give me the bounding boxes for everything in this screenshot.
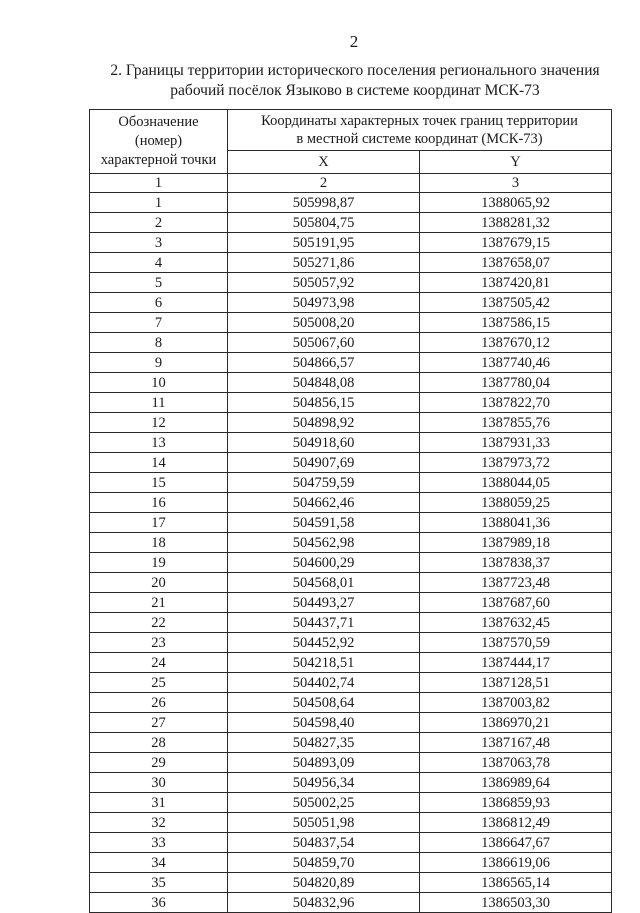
- point-label-header-line-2: (номер): [134, 133, 183, 149]
- point-number-cell: 32: [90, 813, 228, 833]
- x-coordinate-cell: 505008,20: [228, 313, 420, 333]
- x-coordinate-cell: 504437,71: [228, 613, 420, 633]
- x-coordinate-cell: 504759,59: [228, 473, 420, 493]
- x-coordinate-cell: 505804,75: [228, 213, 420, 233]
- table-row: [90, 633, 612, 653]
- column-number-1: 1: [90, 174, 228, 193]
- y-coordinate-cell: 1388041,36: [420, 513, 612, 533]
- y-coordinate-cell: 1387931,33: [420, 433, 612, 453]
- y-coordinate-cell: 1386812,49: [420, 813, 612, 833]
- point-label-header-line-3: характерной точки: [100, 152, 217, 168]
- point-number-cell: 26: [90, 693, 228, 713]
- table-row: [90, 253, 612, 273]
- x-coordinate-cell: 504893,09: [228, 753, 420, 773]
- y-column-header: Y: [420, 151, 612, 174]
- point-label-header-line-1: Обозначение: [118, 114, 199, 130]
- y-coordinate-cell: 1388281,32: [420, 213, 612, 233]
- y-coordinate-cell: 1386859,93: [420, 793, 612, 813]
- point-number-cell: 30: [90, 773, 228, 793]
- table-row: [90, 453, 612, 473]
- coordinates-header: [228, 110, 612, 151]
- point-number-cell: 19: [90, 553, 228, 573]
- table-row: [90, 793, 612, 813]
- point-number-cell: 16: [90, 493, 228, 513]
- point-number-cell: 6: [90, 293, 228, 313]
- point-number-cell: 34: [90, 853, 228, 873]
- point-number-cell: 33: [90, 833, 228, 853]
- table-row: [90, 433, 612, 453]
- point-number-cell: 28: [90, 733, 228, 753]
- table-row: [90, 293, 612, 313]
- point-number-cell: 17: [90, 513, 228, 533]
- column-number-3: 3: [420, 174, 612, 193]
- table-row: [90, 493, 612, 513]
- y-coordinate-cell: 1387586,15: [420, 313, 612, 333]
- title-line-1: 2. Границы территории исторического поселения регионального значения: [110, 62, 600, 79]
- y-coordinate-cell: 1387780,04: [420, 373, 612, 393]
- table-row: [90, 553, 612, 573]
- y-coordinate-cell: 1387723,48: [420, 573, 612, 593]
- page-number: 2: [349, 32, 359, 51]
- point-number-cell: 22: [90, 613, 228, 633]
- point-number-cell: 14: [90, 453, 228, 473]
- point-number-cell: 21: [90, 593, 228, 613]
- x-coordinate-cell: 504956,34: [228, 773, 420, 793]
- point-number-cell: 15: [90, 473, 228, 493]
- table-row: [90, 773, 612, 793]
- table-row: [90, 833, 612, 853]
- x-coordinate-cell: 504856,15: [228, 393, 420, 413]
- point-number-cell: 2: [90, 213, 228, 233]
- y-coordinate-cell: 1387444,17: [420, 653, 612, 673]
- y-coordinate-cell: 1386989,64: [420, 773, 612, 793]
- x-coordinate-cell: 504591,58: [228, 513, 420, 533]
- point-number-cell: 27: [90, 713, 228, 733]
- x-coordinate-cell: 505191,95: [228, 233, 420, 253]
- point-number-cell: 11: [90, 393, 228, 413]
- point-number-cell: 36: [90, 893, 228, 913]
- point-number-cell: 29: [90, 753, 228, 773]
- table-row: [90, 473, 612, 493]
- y-coordinate-cell: 1388059,25: [420, 493, 612, 513]
- y-coordinate-cell: 1387632,45: [420, 613, 612, 633]
- coordinates-table: [89, 109, 612, 913]
- y-coordinate-cell: 1386619,06: [420, 853, 612, 873]
- y-coordinate-cell: 1387855,76: [420, 413, 612, 433]
- table-row: [90, 613, 612, 633]
- table-row: [90, 733, 612, 753]
- y-coordinate-cell: 1387658,07: [420, 253, 612, 273]
- x-coordinate-cell: 505998,87: [228, 193, 420, 213]
- point-number-cell: 23: [90, 633, 228, 653]
- table-row: [90, 713, 612, 733]
- y-coordinate-cell: 1387128,51: [420, 673, 612, 693]
- y-coordinate-cell: 1387167,48: [420, 733, 612, 753]
- x-coordinate-cell: 504452,92: [228, 633, 420, 653]
- y-coordinate-cell: 1387687,60: [420, 593, 612, 613]
- table-row: [90, 313, 612, 333]
- table-row: [90, 753, 612, 773]
- point-number-cell: 3: [90, 233, 228, 253]
- point-number-cell: 31: [90, 793, 228, 813]
- table-row: [90, 233, 612, 253]
- x-coordinate-cell: 504837,54: [228, 833, 420, 853]
- y-coordinate-cell: 1387063,78: [420, 753, 612, 773]
- table-row: [90, 353, 612, 373]
- title-line-2: рабочий посёлок Языково в системе координат МСК-73: [170, 82, 540, 99]
- table-row: [90, 373, 612, 393]
- point-number-cell: 4: [90, 253, 228, 273]
- table-row: [90, 533, 612, 553]
- table-row: [90, 513, 612, 533]
- y-coordinate-cell: 1387822,70: [420, 393, 612, 413]
- x-coordinate-cell: 505067,60: [228, 333, 420, 353]
- table-row: [90, 853, 612, 873]
- y-coordinate-cell: 1387740,46: [420, 353, 612, 373]
- point-number-cell: 8: [90, 333, 228, 353]
- x-coordinate-cell: 504832,96: [228, 893, 420, 913]
- table-row: [90, 393, 612, 413]
- table-row: [90, 273, 612, 293]
- x-coordinate-cell: 504218,51: [228, 653, 420, 673]
- table-body: [90, 193, 612, 913]
- x-coordinate-cell: 504662,46: [228, 493, 420, 513]
- x-coordinate-cell: 504859,70: [228, 853, 420, 873]
- table-row: [90, 573, 612, 593]
- point-number-cell: 9: [90, 353, 228, 373]
- x-coordinate-cell: 504402,74: [228, 673, 420, 693]
- y-coordinate-cell: 1387570,59: [420, 633, 612, 653]
- x-coordinate-cell: 504562,98: [228, 533, 420, 553]
- point-number-cell: 13: [90, 433, 228, 453]
- y-coordinate-cell: 1387420,81: [420, 273, 612, 293]
- table-row: [90, 213, 612, 233]
- y-coordinate-cell: 1387838,37: [420, 553, 612, 573]
- x-coordinate-cell: 504493,27: [228, 593, 420, 613]
- document-title: [100, 61, 610, 101]
- column-number-2: 2: [228, 174, 420, 193]
- x-coordinate-cell: 504508,64: [228, 693, 420, 713]
- point-number-cell: 12: [90, 413, 228, 433]
- table-row: [90, 813, 612, 833]
- x-coordinate-cell: 505057,92: [228, 273, 420, 293]
- x-coordinate-cell: 504866,57: [228, 353, 420, 373]
- x-column-header: X: [228, 151, 420, 174]
- y-coordinate-cell: 1386503,30: [420, 893, 612, 913]
- x-coordinate-cell: 504568,01: [228, 573, 420, 593]
- table-row: [90, 893, 612, 913]
- x-coordinate-cell: 504600,29: [228, 553, 420, 573]
- y-coordinate-cell: 1386647,67: [420, 833, 612, 853]
- y-coordinate-cell: 1386565,14: [420, 873, 612, 893]
- point-label-header: [90, 110, 228, 174]
- x-coordinate-cell: 505051,98: [228, 813, 420, 833]
- table-row: [90, 333, 612, 353]
- point-number-cell: 1: [90, 193, 228, 213]
- point-number-cell: 24: [90, 653, 228, 673]
- table-row: [90, 593, 612, 613]
- y-coordinate-cell: 1388044,05: [420, 473, 612, 493]
- y-coordinate-cell: 1387670,12: [420, 333, 612, 353]
- x-coordinate-cell: 504820,89: [228, 873, 420, 893]
- table-row: [90, 413, 612, 433]
- coordinates-header-line-1: Координаты характерных точек границ территории: [261, 113, 578, 129]
- x-coordinate-cell: 504827,35: [228, 733, 420, 753]
- y-coordinate-cell: 1387973,72: [420, 453, 612, 473]
- table-row: [90, 873, 612, 893]
- y-coordinate-cell: 1386970,21: [420, 713, 612, 733]
- coordinates-header-line-2: в местной системе координат (МСК-73): [296, 131, 543, 147]
- y-coordinate-cell: 1387505,42: [420, 293, 612, 313]
- x-coordinate-cell: 505271,86: [228, 253, 420, 273]
- table-row: [90, 693, 612, 713]
- point-number-cell: 10: [90, 373, 228, 393]
- x-coordinate-cell: 505002,25: [228, 793, 420, 813]
- x-coordinate-cell: 504973,98: [228, 293, 420, 313]
- x-coordinate-cell: 504918,60: [228, 433, 420, 453]
- table-row: [90, 673, 612, 693]
- x-coordinate-cell: 504598,40: [228, 713, 420, 733]
- x-coordinate-cell: 504898,92: [228, 413, 420, 433]
- x-coordinate-cell: 504907,69: [228, 453, 420, 473]
- point-number-cell: 20: [90, 573, 228, 593]
- y-coordinate-cell: 1388065,92: [420, 193, 612, 213]
- point-number-cell: 25: [90, 673, 228, 693]
- y-coordinate-cell: 1387989,18: [420, 533, 612, 553]
- point-number-cell: 7: [90, 313, 228, 333]
- y-coordinate-cell: 1387003,82: [420, 693, 612, 713]
- point-number-cell: 35: [90, 873, 228, 893]
- y-coordinate-cell: 1387679,15: [420, 233, 612, 253]
- table-row: [90, 653, 612, 673]
- point-number-cell: 18: [90, 533, 228, 553]
- table-row: [90, 193, 612, 213]
- point-number-cell: 5: [90, 273, 228, 293]
- x-coordinate-cell: 504848,08: [228, 373, 420, 393]
